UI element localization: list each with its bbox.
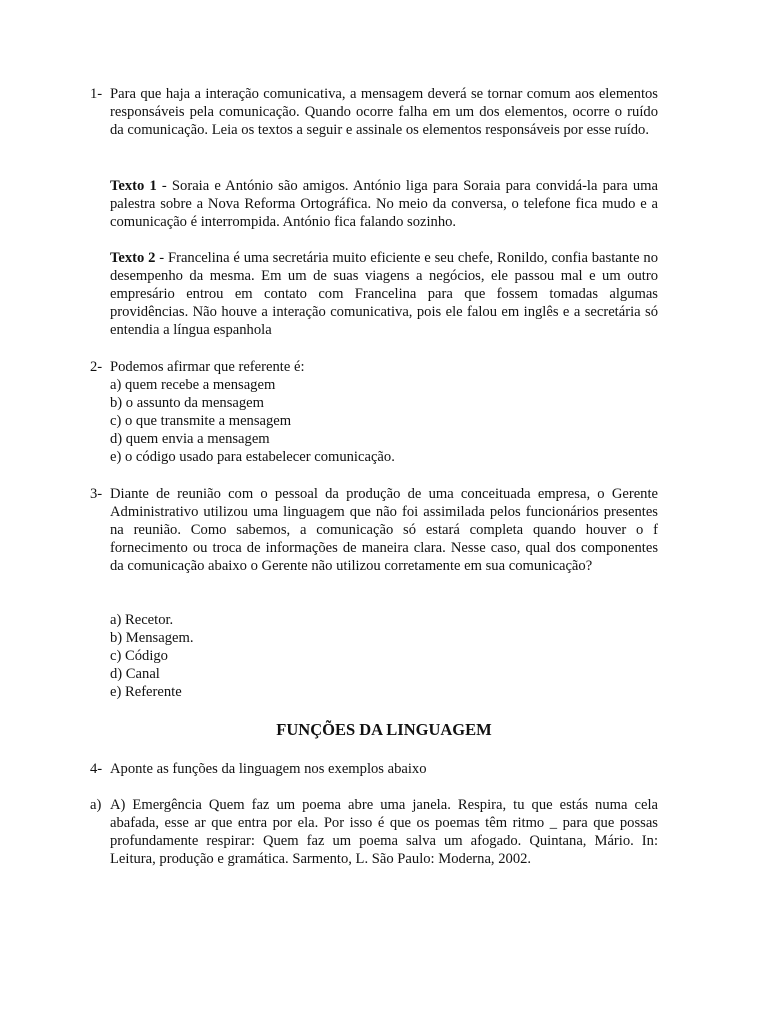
item-text: A) Emergência Quem faz um poema abre uma janela. Respira, tu que estás numa cela abafada, esse ar que entra por ela. Por isso é que os poemas têm ritmo _ para que possas profundamente respirar: Quem faz um poema salva um afogado. Quintana, Mário. In: Leitura, produção e gramática. Sarmento, L. São Paulo: Moderna, 2002. [110, 797, 658, 867]
texto-1-text: - Soraia e António são amigos. António liga para Soraia para convidá-la para uma palestra sobre a Nova Reforma Ortográfica. No meio da conversa, o telefone fica mudo e a comunicação é interrompida. António fica falando sozinho. [110, 178, 658, 230]
texto-2-paragraph [110, 249, 658, 339]
question-number: 4- [90, 761, 103, 777]
question-1 [90, 85, 658, 139]
option-b: b) o assunto da mensagem [110, 395, 265, 411]
question-text: Para que haja a interação comunicativa, a mensagem deverá se tornar comum aos elementos responsáveis pela comunicação. Quando ocorre falha em um dos elementos, ocorre o ruído da comunicação. Leia os textos a seguir e assinale os elementos responsáveis por esse ruído. [110, 86, 658, 138]
option-c: c) Código [110, 648, 168, 664]
question-text: Diante de reunião com o pessoal da produção de uma conceituada empresa, o Gerente Administrativo utilizou uma linguagem que não foi assimilada pelos funcionários presentes na reunião. Como sabemos, a comunicação só estará completa quando houver o f fornecimento ou troca de informações de maneira clara. Nesse caso, qual dos componentes da comunicação abaixo o Gerente não utilizou corretamente em sua comunicação? [110, 486, 658, 574]
option-e: e) o código usado para estabelecer comunicação. [110, 449, 395, 465]
option-d: d) Canal [110, 666, 160, 682]
option-b: b) Mensagem. [110, 630, 194, 646]
question-number: 2- [90, 359, 103, 375]
texto-1-paragraph [110, 177, 658, 231]
option-c: c) o que transmite a mensagem [110, 413, 292, 429]
question-3 [90, 485, 658, 575]
texto-1-label: Texto 1 [110, 178, 157, 194]
question-3-options [110, 611, 658, 701]
question-4 [90, 760, 658, 778]
option-d: d) quem envia a mensagem [110, 431, 270, 447]
question-2-options [110, 376, 658, 466]
texto-2-text: - Francelina é uma secretária muito eficiente e seu chefe, Ronildo, confia bastante no desempenho da mesma. Em um de suas viagens a negócios, ele passou mal e um outro empresário entrou em contato com Francelina para que fossem tomadas algumas providências. Não houve a interação comunicativa, pois ele falou em inglês e a secretária só entendia a língua espanhola [110, 250, 658, 338]
question-number: 3- [90, 486, 103, 502]
option-a: a) quem recebe a mensagem [110, 377, 276, 393]
question-number: 1- [90, 86, 103, 102]
question-text: Aponte as funções da linguagem nos exemplos abaixo [110, 761, 427, 777]
item-a [90, 796, 658, 868]
question-2 [90, 358, 658, 376]
item-label: a) [90, 797, 102, 813]
section-heading: FUNÇÕES DA LINGUAGEM [276, 720, 492, 739]
option-e: e) Referente [110, 684, 182, 700]
texto-2-label: Texto 2 [110, 250, 156, 266]
question-text: Podemos afirmar que referente é: [110, 359, 305, 375]
option-a: a) Recetor. [110, 612, 174, 628]
